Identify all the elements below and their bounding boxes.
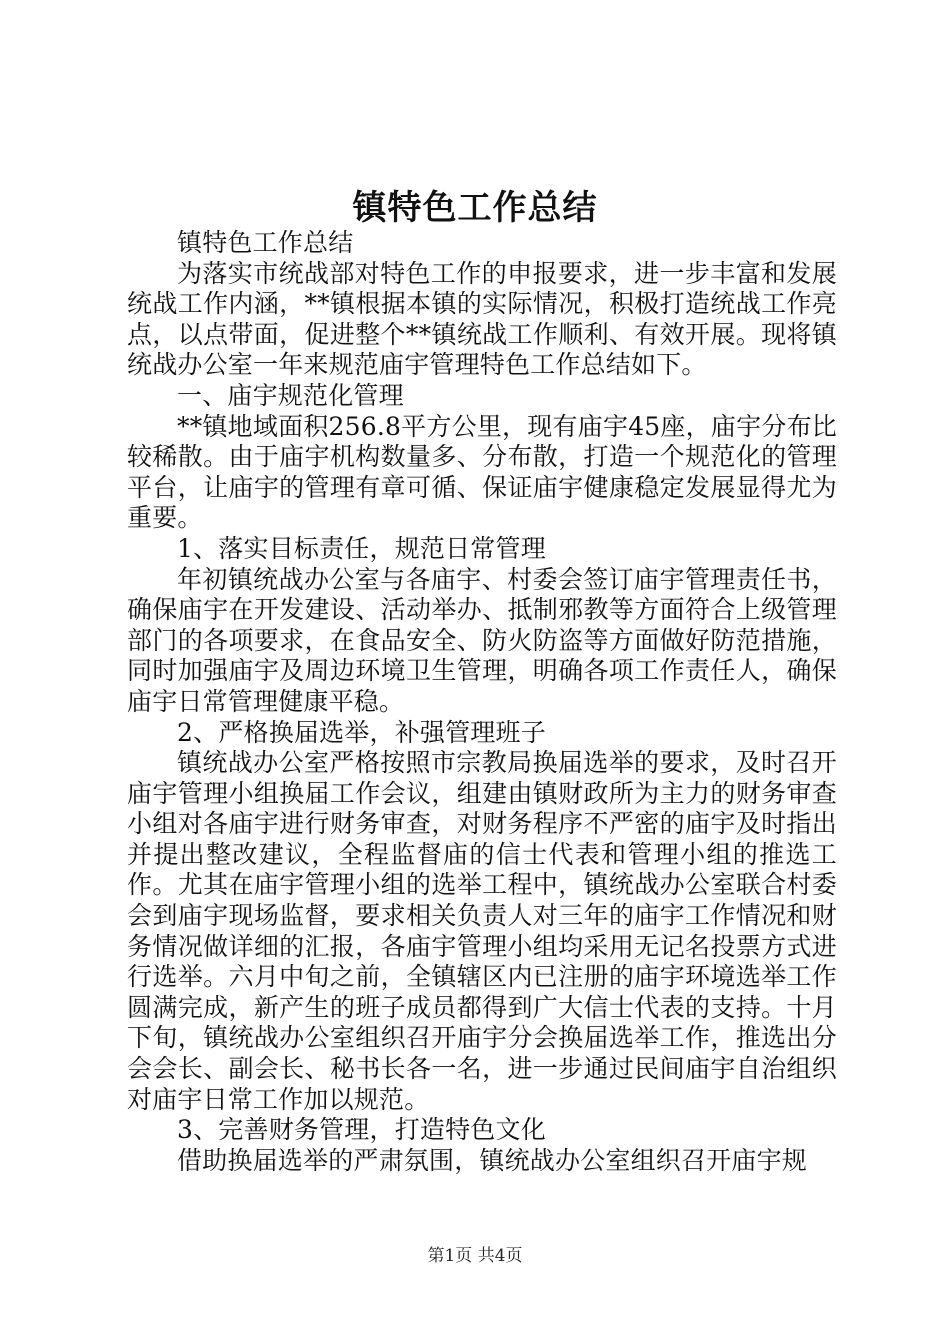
subsection-3-paragraph: 借助换届选举的严肃氛围，镇统战办公室组织召开庙宇规 [177, 1145, 808, 1175]
subsection-heading-3: 3、完善财务管理，打造特色文化 [177, 1115, 546, 1145]
document-title: 镇特色工作总结 [352, 188, 598, 228]
page-number-footer: 第1页 共4页 [427, 1246, 523, 1266]
document-body [127, 228, 837, 1176]
section-1-paragraph: **镇地域面积256.8平方公里，现有庙宇45座，庙宇分布比较稀散。由于庙宇机构数量多、分布散，打造一个规范化的管理平台，让庙宇的管理有章可循、保证庙宇健康稳定发展显得尤为重要。 [127, 411, 837, 533]
intro-paragraph: 为落实市统战部对特色工作的申报要求，进一步丰富和发展统战工作内涵，**镇根据本镇的实际情况，积极打造统战工作亮点，以点带面，促进整个**镇统战工作顺利、有效开展。现将镇统战办公室一年来规范庙宇管理特色工作总结如下。 [127, 258, 837, 380]
subsection-heading-2: 2、严格换届选举，补强管理班子 [177, 717, 546, 747]
subtitle-paragraph: 镇特色工作总结 [177, 228, 354, 257]
subsection-heading-1: 1、落实目标责任，规范日常管理 [177, 533, 546, 563]
section-heading-1: 一、庙宇规范化管理 [177, 380, 404, 410]
subsection-2-paragraph: 镇统战办公室严格按照市宗教局换届选举的要求，及时召开庙宇管理小组换届工作会议，组建由镇财政所为主力的财务审查小组对各庙宇进行财务审查，对财务程序不严密的庙宇及时指出并提出整改建议，全程监督庙的信士代表和管理小组的推选工作。尤其在庙宇管理小组的选举工程中，镇统战办公室联合村委会到庙宇现场监督，要求相关负责人对三年的庙宇工作情况和财务情况做详细的汇报，各庙宇管理小组均采用无记名投票方式进行选举。六月中旬之前，全镇辖区内已注册的庙宇环境选举工作圆满完成，新产生的班子成员都得到广大信士代表的支持。十月下旬，镇统战办公室组织召开庙宇分会换届选举工作，推选出分会会长、副会长、秘书长各一名，进一步通过民间庙宇自治组织对庙宇日常工作加以规范。 [127, 748, 837, 1114]
subsection-1-paragraph: 年初镇统战办公室与各庙宇、村委会签订庙宇管理责任书，确保庙宇在开发建设、活动举办、抵制邪教等方面符合上级管理部门的各项要求，在食品安全、防火防盗等方面做好防范措施，同时加强庙宇及周边环境卫生管理，明确各项工作责任人，确保庙宇日常管理健康平稳。 [127, 564, 837, 716]
